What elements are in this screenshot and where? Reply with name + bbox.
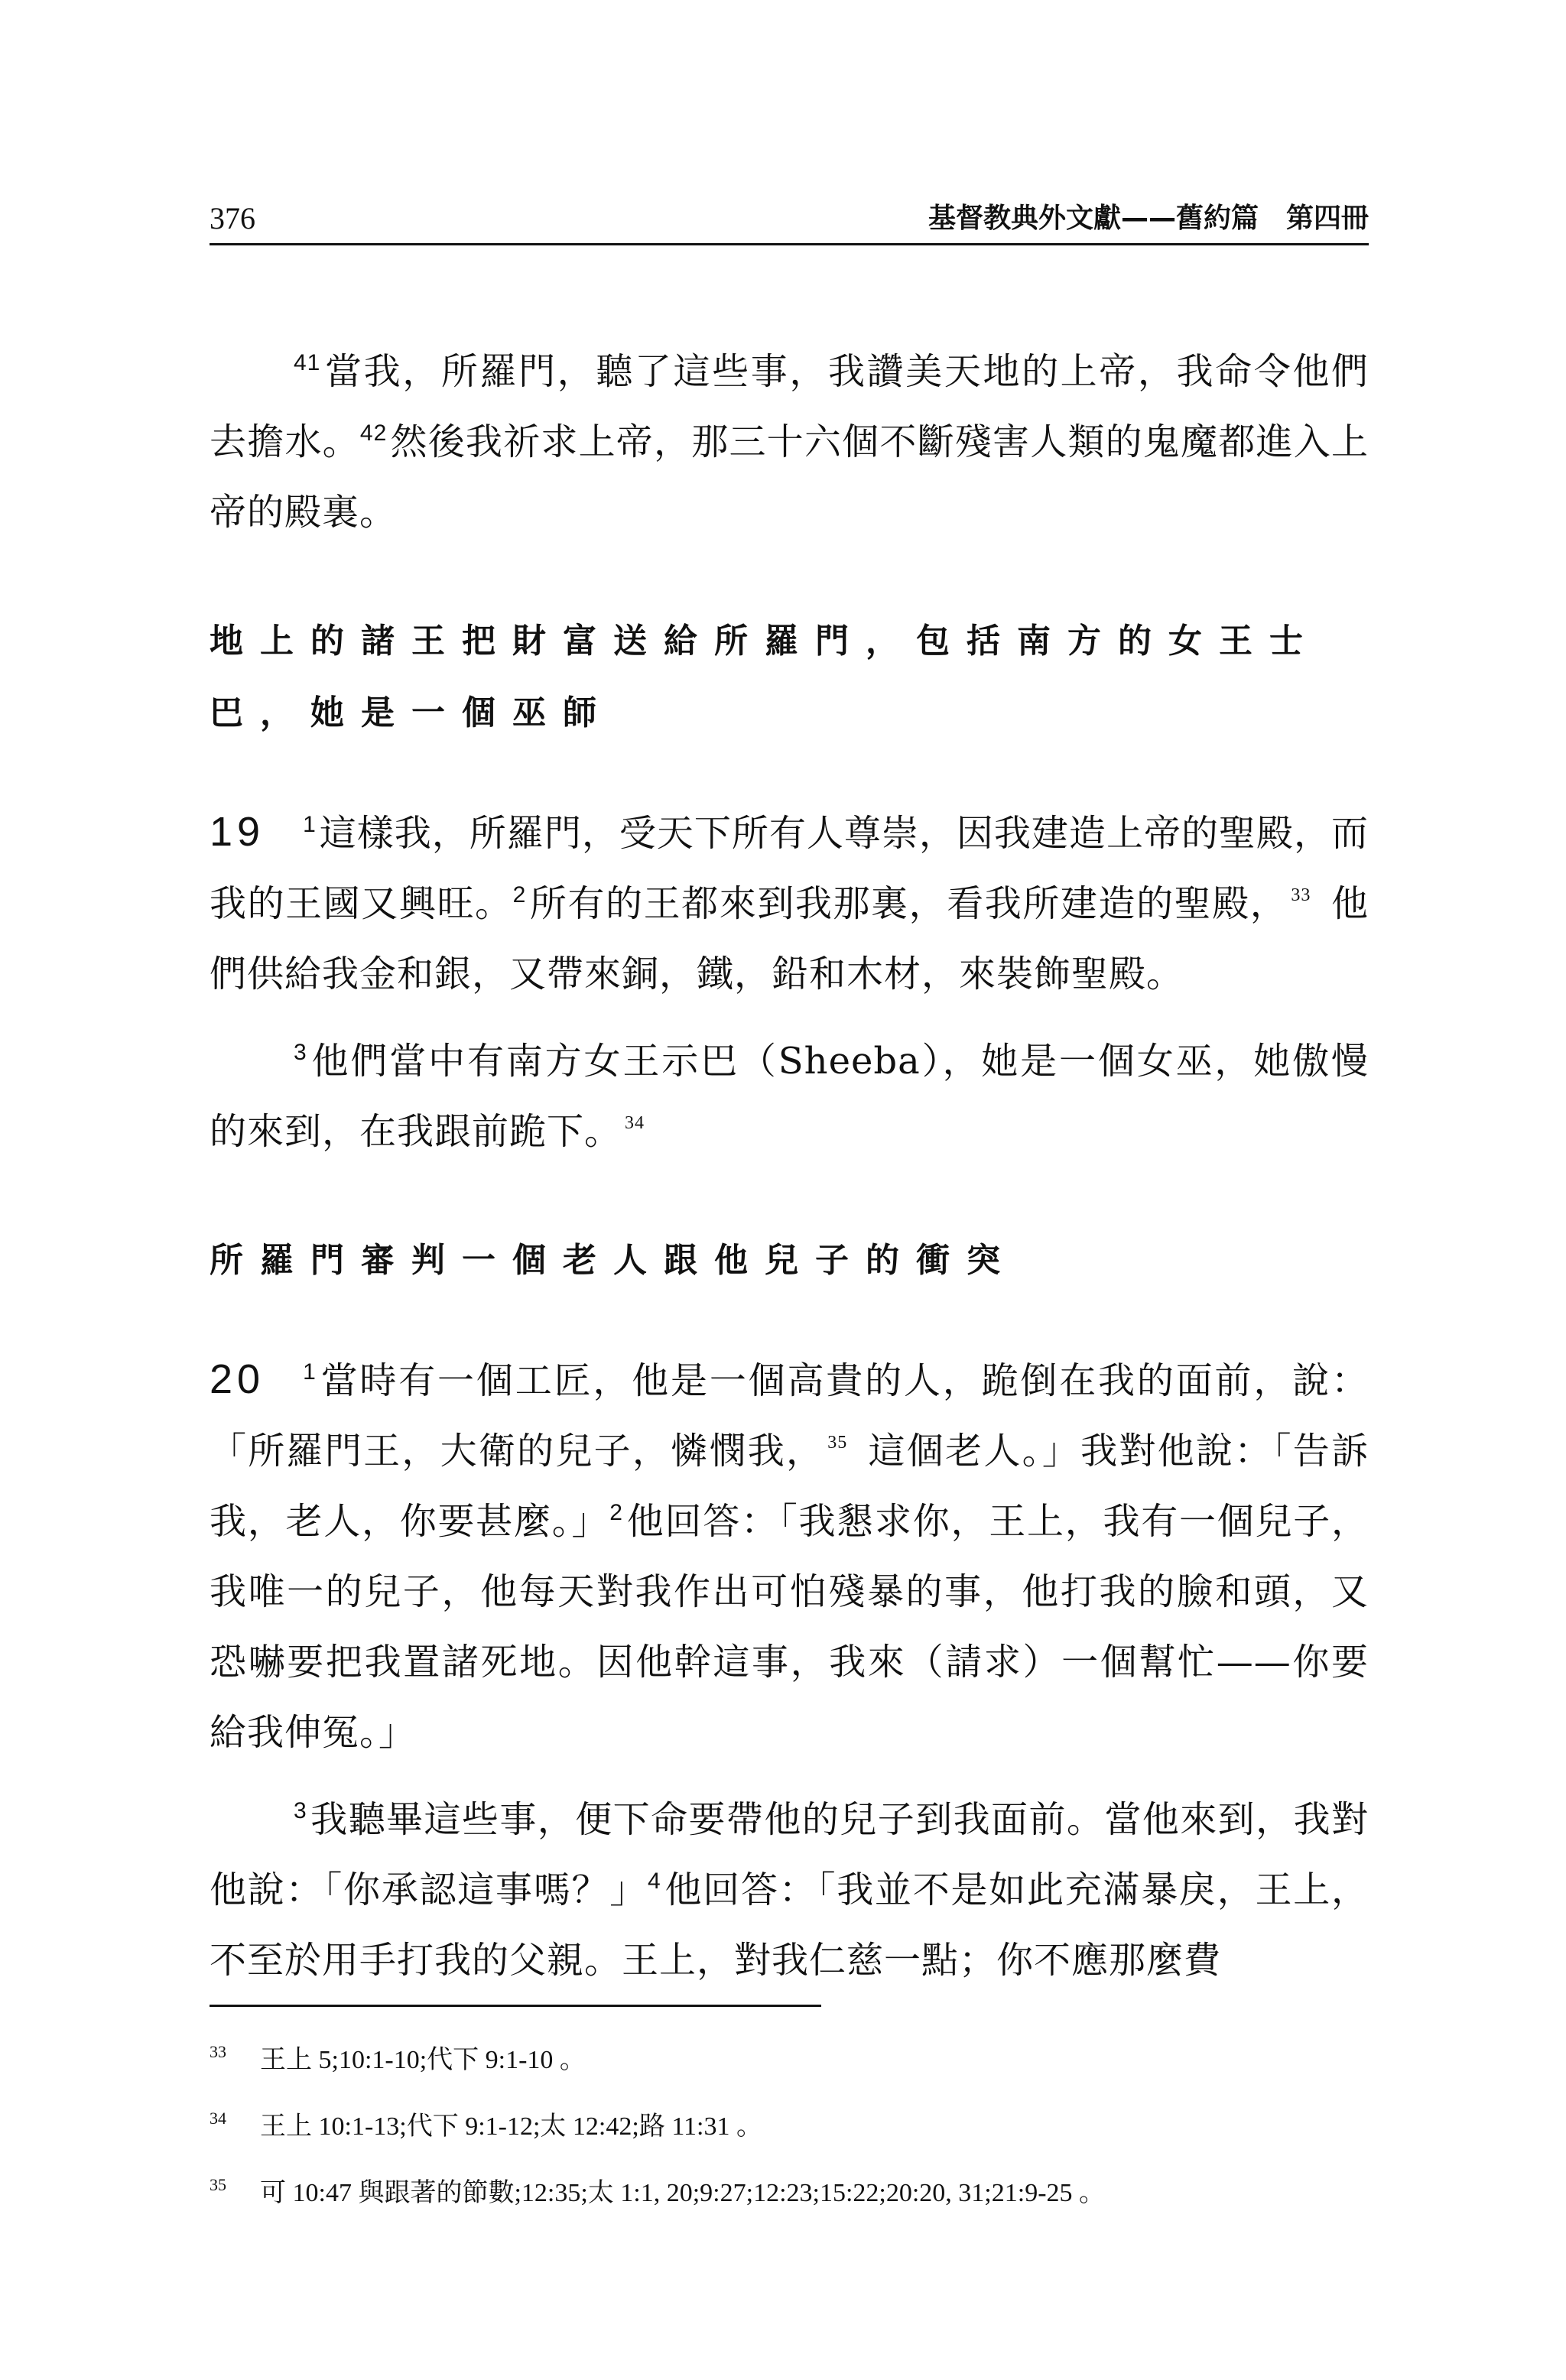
footnote-ref-33[interactable]: 33 (1291, 885, 1311, 905)
verse-text: 然後我祈求上帝，那三十六個不斷殘害人類的鬼魔都進入上帝的殿裏。 (210, 420, 1369, 534)
verse-text: 他回答：「我並不是如此充滿暴戾，王上，不至於用手打我的父親。王上，對我仁慈一點；你不應那麼費 (210, 1869, 1369, 1982)
footnote-number: 33 (210, 2042, 226, 2061)
footnote-text: 王上 5;10:1-10;代下 9:1-10 。 (260, 2046, 586, 2074)
verse-number: 4 (648, 1869, 661, 1894)
verse-text: 他們當中有南方女王示巴（Sheeba），她是一個女巫，她傲慢的來到，在我跟前跪下。 (210, 1040, 1369, 1153)
verse-text: 我聽畢這些事，便下命要帶他的兒子到我面前。當他來到，我對他說：「你承認這事嗎？」 (210, 1798, 1369, 1911)
volume-label: 第四冊 (1285, 203, 1369, 234)
footnote-34 (210, 2089, 1369, 2156)
running-header (210, 197, 1369, 245)
footnotes (210, 2023, 1369, 2223)
verse-number: 2 (609, 1500, 623, 1525)
book-title (928, 197, 1369, 240)
verse-number: 1 (303, 812, 317, 837)
verse-text: 當我，所羅門，聽了這些事，我讚美天地的上帝，我命令他們去擔水。 (210, 350, 1369, 463)
paragraph-41-42 (210, 336, 1369, 547)
main-text (210, 336, 1369, 1995)
verse-text: 他回答：「我懇求你，王上，我有一個兒子，我唯一的兒子，他每天對我作出可怕殘暴的事，他打我的臉和頭，又恐嚇要把我置諸死地。因他幹這事，我來（請求）一個幫忙——你要給我伸冤。」 (210, 1500, 1369, 1754)
footnote-number: 35 (210, 2175, 226, 2194)
verse-number: 3 (294, 1040, 307, 1065)
verse-text: 這樣我，所羅門，受天下所有人尊崇，因我建造上帝的聖殿，而我的王國又興旺。 (210, 812, 1369, 925)
book-title-text: 基督教典外文獻——舊約篇 (928, 203, 1259, 234)
page-number: 376 (210, 201, 255, 235)
footnote-divider (210, 2005, 821, 2007)
chapter-19-paragraph (210, 797, 1369, 1009)
chapter-number: 20 (210, 1356, 265, 1402)
footnote-text: 可 10:47 與跟著的節數;12:35;太 1:1, 20;9:27;12:23;15:22;20:20, 31;21:9-25 。 (260, 2179, 1106, 2207)
verse-text: 這個老人。」我對他說：「告訴我，老人，你要甚麼。」 (210, 1430, 1369, 1543)
verse-number: 2 (512, 882, 527, 908)
verse-text: 當時有一個工匠，他是一個高貴的人，跪倒在我的面前，說：「所羅門王，大衛的兒子，憐憫我， (210, 1359, 1369, 1472)
section-heading-sheba: 地上的諸王把財富送給所羅門，包括南方的女王士巴，她是一個巫師 (210, 622, 1320, 732)
verse-text: 他們供給我金和銀，又帶來銅，鐵，鉛和木材，來裝飾聖殿。 (210, 882, 1369, 995)
footnote-text: 王上 10:1-13;代下 9:1-12;太 12:42;路 11:31 。 (260, 2112, 763, 2141)
chapter-20-verse-3-4 (210, 1784, 1369, 1995)
footnote-number: 34 (210, 2109, 226, 2128)
footnote-33 (210, 2023, 1369, 2089)
footnote-35 (210, 2156, 1369, 2223)
verse-number: 3 (294, 1798, 307, 1823)
chapter-number: 19 (210, 809, 265, 855)
chapter-20-paragraph (210, 1344, 1369, 1768)
verse-number: 42 (359, 420, 388, 446)
footnote-ref-34[interactable]: 34 (625, 1113, 645, 1133)
verse-text: 所有的王都來到我那裏，看我所建造的聖殿， (529, 882, 1288, 925)
verse-number: 1 (303, 1359, 317, 1385)
verse-number: 41 (294, 350, 321, 375)
chapter-19-verse-3 (210, 1026, 1369, 1167)
section-heading-judgment: 所羅門審判一個老人跟他兒子的衝突 (210, 1241, 1017, 1280)
footnote-ref-35[interactable]: 35 (827, 1433, 848, 1453)
